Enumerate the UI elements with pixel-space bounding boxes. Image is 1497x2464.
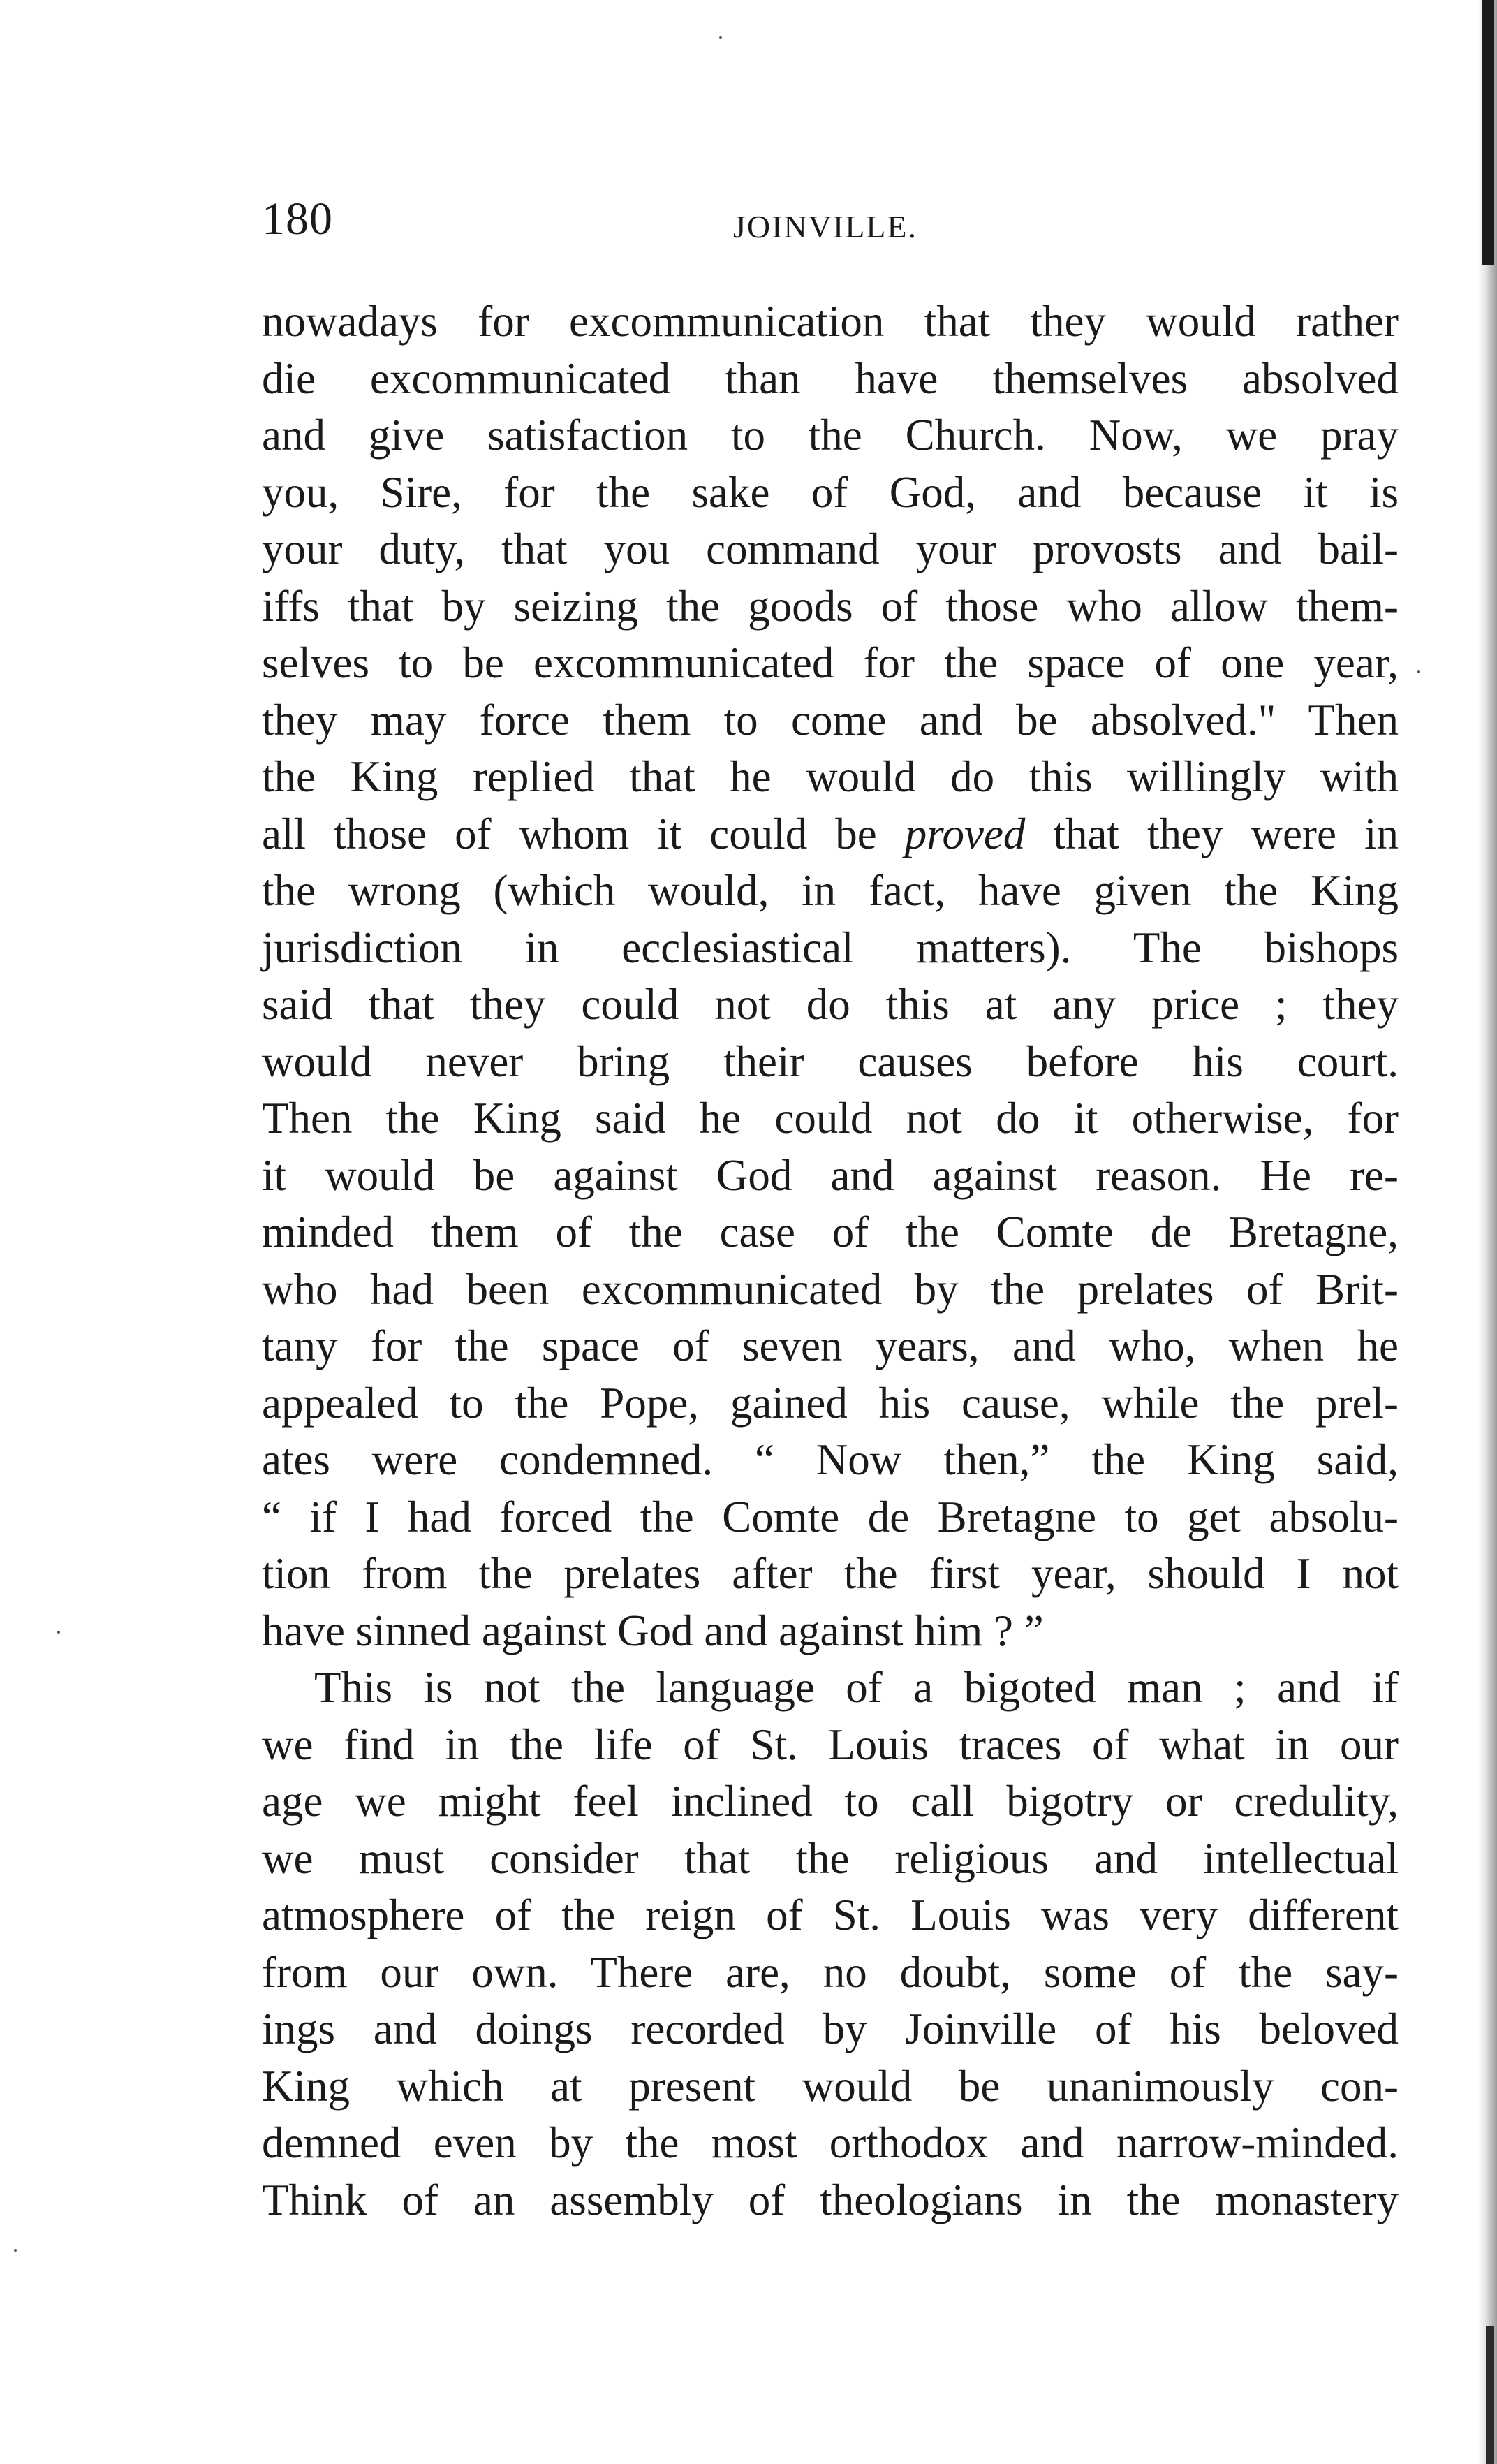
- text-line: from our own. There are, no doubt, some of the say-: [262, 1947, 1399, 1997]
- running-head: JOINVILLE.: [733, 209, 917, 244]
- page-number: 180: [262, 193, 333, 244]
- text-line: we must consider that the religious and intellectual: [262, 1833, 1399, 1883]
- text-line: selves to be excommunicated for the space of one year,: [262, 638, 1399, 687]
- text-line: we find in the life of St. Louis traces of what in our: [262, 1719, 1399, 1769]
- binding-mark-bottom: [1486, 2326, 1494, 2464]
- text-line: said that they could not do this at any price ; they: [262, 980, 1399, 1029]
- text-segment: that they were in: [1053, 809, 1399, 858]
- text-line: “ if I had forced the Comte de Bretagne to get absolu-: [262, 1492, 1399, 1541]
- text-line: you, Sire, for the sake of God, and because it is: [262, 467, 1399, 517]
- text-line: tion from the prelates after the first year, should I not: [262, 1549, 1399, 1598]
- scan-speck: [719, 36, 722, 39]
- binding-mark-top: [1482, 0, 1494, 265]
- text-line: demned even by the most orthodox and narrow-minded.: [262, 2118, 1399, 2167]
- text-line: Then the King said he could not do it otherwise, for: [262, 1094, 1399, 1143]
- text-line-with-italic: [262, 806, 1399, 863]
- text-line: ates were condemned. “ Now then,” the King said,: [262, 1435, 1399, 1484]
- body-text: [262, 293, 1399, 2229]
- text-line: who had been excommunicated by the prelates of Brit-: [262, 1264, 1399, 1314]
- text-line: it would be against God and against reason. He re-: [262, 1150, 1399, 1200]
- text-segment: all those of whom it could be: [262, 809, 877, 858]
- text-line: iffs that by seizing the goods of those who allow them-: [262, 581, 1399, 631]
- text-line: nowadays for excommunication that they would rather: [262, 297, 1399, 346]
- text-line: would never bring their causes before his court.: [262, 1036, 1399, 1086]
- text-line: minded them of the case of the Comte de Bretagne,: [262, 1208, 1399, 1256]
- text-line: atmosphere of the reign of St. Louis was very different: [262, 1891, 1399, 1939]
- text-line: they may force them to come and be absolved." Then: [262, 695, 1399, 745]
- text-line: age we might feel inclined to call bigotry or credulity,: [262, 1777, 1399, 1826]
- text-line: the King replied that he would do this willingly with: [262, 752, 1399, 801]
- text-line: appealed to the Pope, gained his cause, while the prel-: [262, 1378, 1399, 1428]
- scan-speck: [14, 2249, 17, 2252]
- text-line: your duty, that you command your provosts and bail-: [262, 525, 1399, 573]
- binding-shadow: [1477, 0, 1497, 2464]
- text-line: tany for the space of seven years, and who, when he: [262, 1321, 1399, 1370]
- page-header: [262, 193, 1407, 270]
- text-line: and give satisfaction to the Church. Now, we pray: [262, 411, 1399, 460]
- text-line: the wrong (which would, in fact, have given the King: [262, 866, 1399, 915]
- text-line: jurisdiction in ecclesiastical matters). The bishops: [262, 923, 1399, 972]
- text-line: ings and doings recorded by Joinville of his beloved: [262, 2004, 1399, 2053]
- text-line: die excommunicated than have themselves absolved: [262, 353, 1399, 403]
- text-line: Think of an assembly of theologians in the monastery: [262, 2175, 1399, 2224]
- scan-speck: [57, 1631, 60, 1634]
- scan-speck: [1417, 670, 1420, 673]
- text-line: have sinned against God and against him ? ”: [262, 1606, 1044, 1655]
- paragraph-start-line: This is not the language of a bigoted man ; and if: [314, 1663, 1399, 1712]
- italic-word: proved: [904, 809, 1026, 858]
- text-line: King which at present would be unanimously con-: [262, 2061, 1399, 2111]
